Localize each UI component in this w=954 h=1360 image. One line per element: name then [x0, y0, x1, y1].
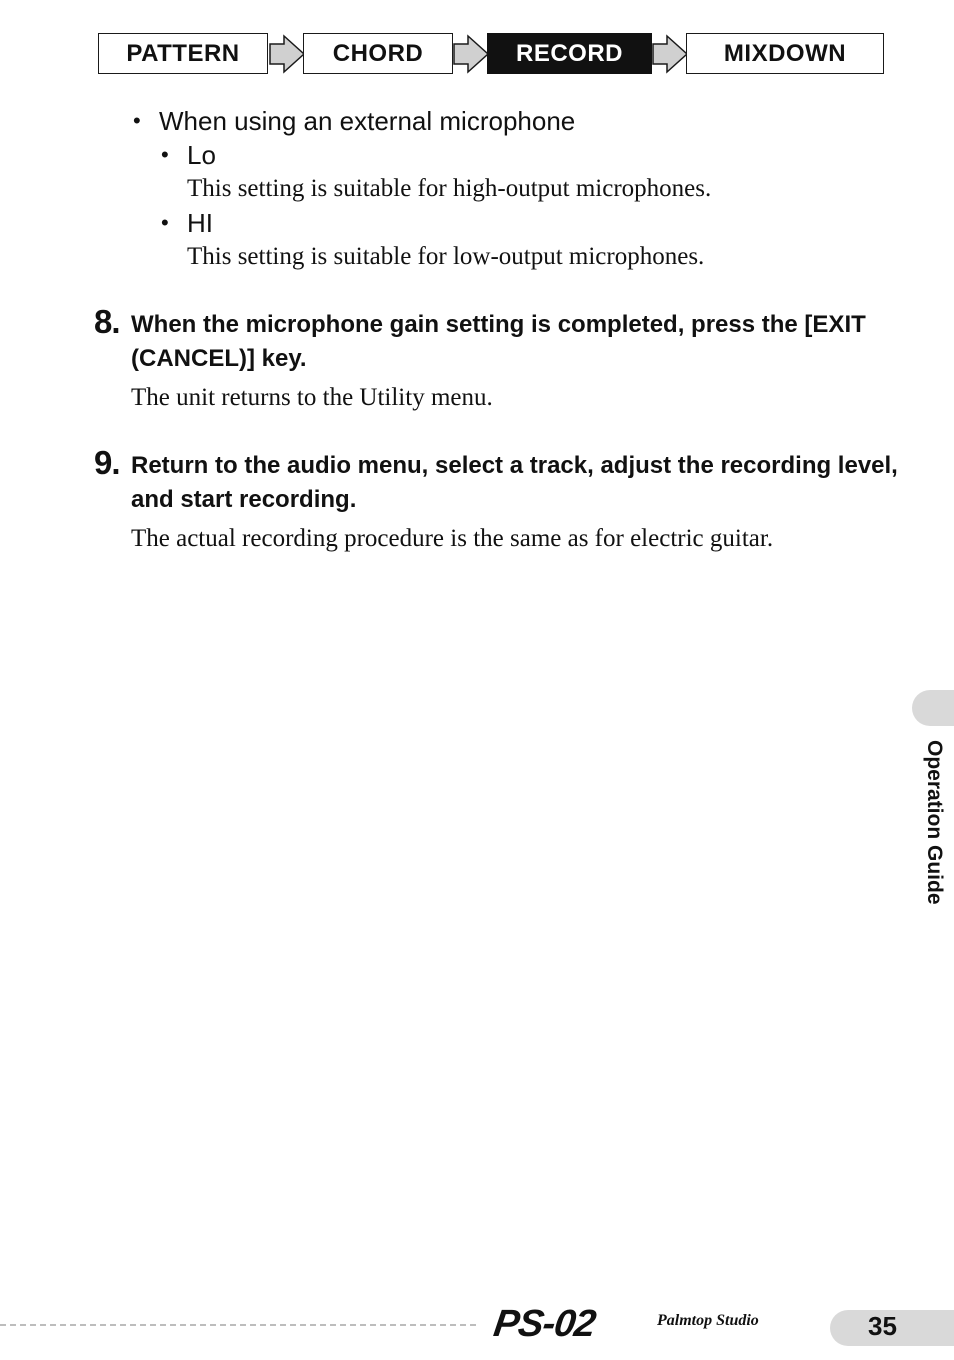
arrow-right-icon: [268, 33, 308, 75]
step-number-9: 9.: [94, 444, 120, 481]
option-hi-description: This setting is suitable for low-output microphones.: [187, 243, 705, 270]
mic-section-heading: When using an external microphone: [159, 106, 576, 136]
option-lo-description: This setting is suitable for high-output microphones.: [187, 175, 712, 202]
workflow-step-record: RECORD: [487, 33, 652, 74]
product-logo: PS-02: [491, 1303, 598, 1345]
side-tab-label: Operation Guide: [923, 740, 946, 905]
arrow-right-icon: [651, 33, 691, 75]
page-number: 35: [868, 1311, 897, 1341]
product-tagline: Palmtop Studio: [657, 1312, 759, 1329]
step-9-body: The actual recording procedure is the same as for electric guitar.: [131, 525, 774, 552]
option-hi-label: HI: [187, 208, 213, 238]
footer-divider: [0, 1324, 476, 1326]
workflow-step-pattern: PATTERN: [98, 33, 268, 74]
bullet-icon: •: [161, 210, 169, 235]
step-8-title: When the microphone gain setting is completed, press the [EXIT (CANCEL)] key.: [131, 311, 866, 372]
bullet-icon: •: [133, 108, 141, 133]
arrow-right-icon: [452, 33, 492, 75]
bullet-icon: •: [161, 142, 169, 167]
option-lo-label: Lo: [187, 140, 216, 170]
workflow-step-chord: CHORD: [303, 33, 453, 74]
side-tab: [912, 690, 954, 726]
workflow-step-mixdown: MIXDOWN: [686, 33, 884, 74]
step-number-8: 8.: [94, 303, 120, 340]
step-9-title: Return to the audio menu, select a track, adjust the recording level, and start recording.: [131, 452, 898, 513]
step-8-body: The unit returns to the Utility menu.: [131, 384, 493, 411]
